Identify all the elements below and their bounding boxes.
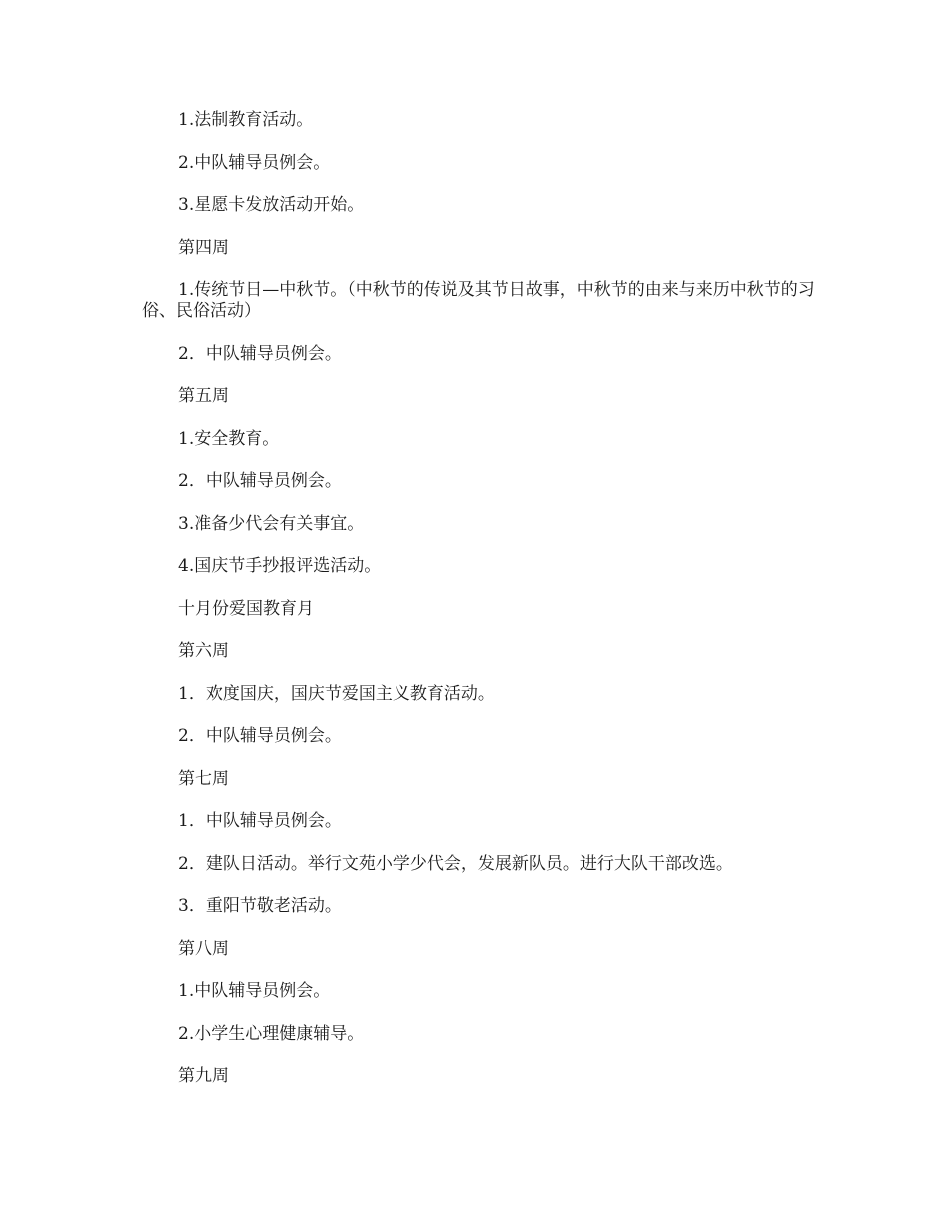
paragraph-safety-education: 1.安全教育。 — [178, 428, 280, 449]
paragraph-legal-education: 1.法制教育活动。 — [178, 110, 314, 130]
paragraph-double-ninth: 3．重阳节敬老活动。 — [178, 896, 342, 916]
document-body — [142, 110, 822, 1109]
heading-week-4: 第四周 — [178, 237, 229, 258]
heading-week-8: 第八周 — [178, 938, 229, 959]
paragraph-counselor-meeting: 2.中队辅导员例会。 — [178, 152, 331, 173]
heading-week-6: 第六周 — [178, 641, 229, 661]
paragraph-national-day-celebration: 1．欢度国庆，国庆节爱国主义教育活动。 — [178, 683, 495, 704]
paragraph-mental-health: 2.小学生心理健康辅导。 — [178, 1023, 365, 1044]
heading-week-9: 第九周 — [178, 1066, 229, 1086]
heading-week-7: 第七周 — [178, 768, 229, 789]
paragraph-counselor-meeting: 2．中队辅导员例会。 — [178, 471, 342, 491]
paragraph-counselor-meeting: 1．中队辅导员例会。 — [178, 811, 342, 831]
paragraph-counselor-meeting: 2．中队辅导员例会。 — [178, 726, 342, 746]
paragraph-congress-prep: 3.准备少代会有关事宜。 — [178, 513, 365, 534]
paragraph-national-day-handbook: 4.国庆节手抄报评选活动。 — [178, 556, 382, 576]
paragraph-star-wish-card: 3.星愿卡发放活动开始。 — [178, 195, 365, 215]
paragraph-counselor-meeting: 1.中队辅导员例会。 — [178, 981, 331, 1001]
heading-october-theme: 十月份爱国教育月 — [178, 598, 314, 619]
paragraph-counselor-meeting: 2．中队辅导员例会。 — [178, 343, 342, 364]
paragraph-team-founding-day: 2．建队日活动。举行文苑小学少代会，发展新队员。进行大队干部改选。 — [178, 853, 733, 874]
heading-week-5: 第五周 — [178, 386, 229, 406]
paragraph-mid-autumn: 1.传统节日—中秋节。（中秋节的传说及其节日故事，中秋节的由来与来历中秋节的习俗、民俗活动） — [142, 280, 815, 321]
